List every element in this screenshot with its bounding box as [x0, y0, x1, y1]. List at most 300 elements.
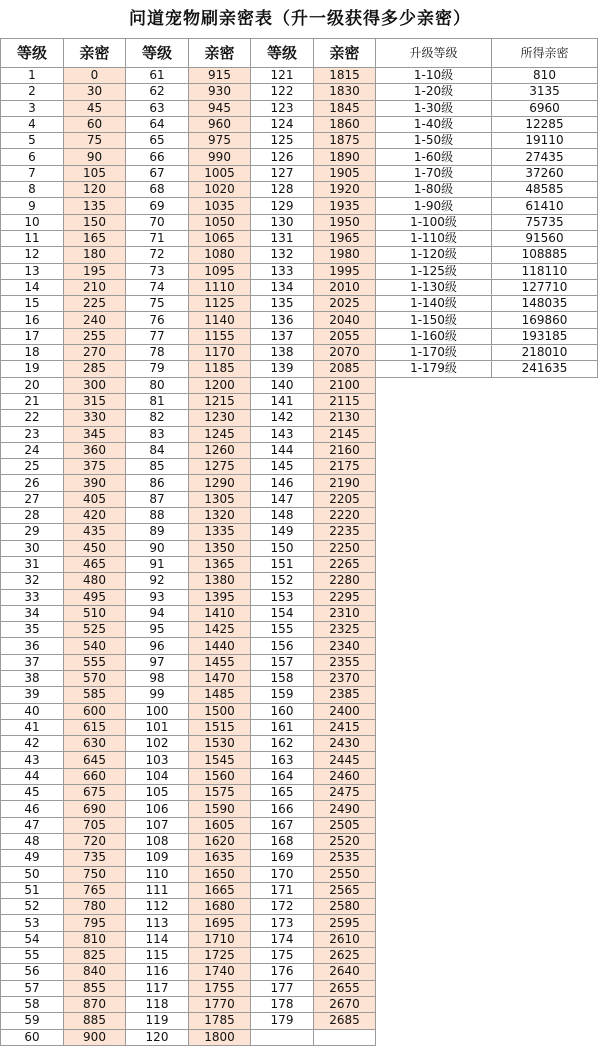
intimacy-cell: 915: [189, 68, 251, 84]
empty-cell: [376, 540, 492, 556]
level-cell: 114: [126, 931, 189, 947]
level-cell: 170: [251, 866, 314, 882]
intimacy-cell: 750: [64, 866, 126, 882]
intimacy-cell: 1920: [314, 182, 376, 198]
intimacy-cell: 2460: [314, 768, 376, 784]
intimacy-cell: 0: [64, 68, 126, 84]
level-cell: 55: [1, 948, 64, 964]
level-cell: 143: [251, 426, 314, 442]
level-cell: 132: [251, 247, 314, 263]
empty-cell: [376, 703, 492, 719]
level-cell: 110: [126, 866, 189, 882]
level-cell: 147: [251, 491, 314, 507]
intimacy-cell: [314, 1029, 376, 1045]
level-cell: 64: [126, 116, 189, 132]
level-cell: 135: [251, 296, 314, 312]
level-cell: 139: [251, 361, 314, 377]
intimacy-cell: 1800: [189, 1029, 251, 1045]
empty-cell: [492, 833, 598, 849]
level-cell: 97: [126, 654, 189, 670]
empty-cell: [492, 459, 598, 475]
level-cell: 92: [126, 573, 189, 589]
intimacy-cell: 1515: [189, 719, 251, 735]
intimacy-cell: 1365: [189, 556, 251, 572]
intimacy-cell: 2655: [314, 980, 376, 996]
level-cell: 36: [1, 638, 64, 654]
intimacy-cell: 1575: [189, 785, 251, 801]
intimacy-cell: 720: [64, 833, 126, 849]
intimacy-cell: 2085: [314, 361, 376, 377]
table-row: [1, 915, 598, 931]
level-cell: 95: [126, 622, 189, 638]
intimacy-cell: 2355: [314, 654, 376, 670]
intimacy-cell: 2010: [314, 279, 376, 295]
intimacy-cell: 600: [64, 703, 126, 719]
intimacy-cell: 510: [64, 605, 126, 621]
empty-cell: [492, 670, 598, 686]
level-cell: 69: [126, 198, 189, 214]
level-cell: 153: [251, 589, 314, 605]
intimacy-cell: 375: [64, 459, 126, 475]
empty-cell: [492, 1029, 598, 1045]
intimacy-cell: 885: [64, 1013, 126, 1029]
empty-cell: [376, 459, 492, 475]
table-row: [1, 768, 598, 784]
intimacy-cell: 555: [64, 654, 126, 670]
level-cell: 107: [126, 817, 189, 833]
level-cell: 159: [251, 687, 314, 703]
level-cell: 127: [251, 165, 314, 181]
table-row: [1, 882, 598, 898]
level-cell: 32: [1, 573, 64, 589]
intimacy-cell: 1185: [189, 361, 251, 377]
level-cell: 53: [1, 915, 64, 931]
level-cell: 129: [251, 198, 314, 214]
table-row: [1, 377, 598, 393]
empty-cell: [492, 442, 598, 458]
empty-cell: [492, 768, 598, 784]
level-cell: 120: [126, 1029, 189, 1045]
intimacy-cell: 900: [64, 1029, 126, 1045]
intimacy-cell: 1320: [189, 508, 251, 524]
level-cell: 93: [126, 589, 189, 605]
level-cell: 13: [1, 263, 64, 279]
level-cell: 31: [1, 556, 64, 572]
level-cell: 38: [1, 670, 64, 686]
intimacy-cell: 1845: [314, 100, 376, 116]
intimacy-cell: 60: [64, 116, 126, 132]
intimacy-cell: 450: [64, 540, 126, 556]
level-cell: 11: [1, 230, 64, 246]
level-cell: 169: [251, 850, 314, 866]
table-row: [1, 361, 598, 377]
intimacy-cell: 2550: [314, 866, 376, 882]
header-row: [1, 39, 598, 68]
level-cell: 48: [1, 833, 64, 849]
level-cell: 178: [251, 996, 314, 1012]
table-row: [1, 589, 598, 605]
intimacy-cell: 1485: [189, 687, 251, 703]
level-cell: 131: [251, 230, 314, 246]
empty-cell: [492, 980, 598, 996]
intimacy-cell: 675: [64, 785, 126, 801]
intimacy-cell: 735: [64, 850, 126, 866]
intimacy-cell: 1350: [189, 540, 251, 556]
table-row: [1, 540, 598, 556]
table-row: [1, 996, 598, 1012]
intimacy-cell: 45: [64, 100, 126, 116]
intimacy-cell: 1005: [189, 165, 251, 181]
total-intimacy-cell: 118110: [492, 263, 598, 279]
level-cell: 125: [251, 133, 314, 149]
level-header: 等级: [126, 39, 189, 68]
total-intimacy-cell: 108885: [492, 247, 598, 263]
table-row: [1, 752, 598, 768]
table-row: [1, 393, 598, 409]
intimacy-cell: 945: [189, 100, 251, 116]
empty-cell: [492, 736, 598, 752]
level-cell: 75: [126, 296, 189, 312]
intimacy-cell: 795: [64, 915, 126, 931]
level-cell: 52: [1, 899, 64, 915]
intimacy-cell: 1740: [189, 964, 251, 980]
level-cell: 123: [251, 100, 314, 116]
upgrade-range-cell: 1-100级: [376, 214, 492, 230]
intimacy-header: 亲密: [314, 39, 376, 68]
intimacy-cell: 135: [64, 198, 126, 214]
level-cell: 152: [251, 573, 314, 589]
table-title: 问道宠物刷亲密表（升一级获得多少亲密）: [129, 9, 471, 29]
empty-cell: [492, 638, 598, 654]
empty-cell: [376, 801, 492, 817]
empty-cell: [492, 948, 598, 964]
intimacy-cell: 1020: [189, 182, 251, 198]
empty-cell: [376, 410, 492, 426]
level-cell: 175: [251, 948, 314, 964]
level-cell: 28: [1, 508, 64, 524]
intimacy-cell: 1755: [189, 980, 251, 996]
intimacy-cell: 2580: [314, 899, 376, 915]
level-cell: 104: [126, 768, 189, 784]
empty-cell: [492, 508, 598, 524]
level-cell: 12: [1, 247, 64, 263]
intimacy-cell: 1455: [189, 654, 251, 670]
level-cell: 56: [1, 964, 64, 980]
empty-cell: [376, 556, 492, 572]
total-intimacy-cell: 148035: [492, 296, 598, 312]
table-row: [1, 899, 598, 915]
intimacy-cell: 1560: [189, 768, 251, 784]
empty-cell: [376, 850, 492, 866]
empty-cell: [492, 491, 598, 507]
level-cell: 128: [251, 182, 314, 198]
level-cell: 112: [126, 899, 189, 915]
intimacy-cell: 345: [64, 426, 126, 442]
level-cell: 68: [126, 182, 189, 198]
level-cell: 74: [126, 279, 189, 295]
level-cell: 40: [1, 703, 64, 719]
level-cell: 117: [126, 980, 189, 996]
intimacy-cell: 1650: [189, 866, 251, 882]
level-cell: 160: [251, 703, 314, 719]
level-cell: 115: [126, 948, 189, 964]
intimacy-cell: 1710: [189, 931, 251, 947]
intimacy-cell: 195: [64, 263, 126, 279]
intimacy-cell: 2310: [314, 605, 376, 621]
level-cell: 174: [251, 931, 314, 947]
intimacy-cell: 840: [64, 964, 126, 980]
level-cell: 16: [1, 312, 64, 328]
upgrade-range-cell: 1-130级: [376, 279, 492, 295]
level-cell: 173: [251, 915, 314, 931]
upgrade-range-cell: 1-170级: [376, 345, 492, 361]
level-cell: 171: [251, 882, 314, 898]
total-intimacy-cell: 169860: [492, 312, 598, 328]
intimacy-cell: 2160: [314, 442, 376, 458]
intimacy-cell: 300: [64, 377, 126, 393]
table-row: [1, 263, 598, 279]
empty-cell: [376, 589, 492, 605]
level-cell: 126: [251, 149, 314, 165]
level-cell: 151: [251, 556, 314, 572]
level-cell: 100: [126, 703, 189, 719]
table-row: [1, 850, 598, 866]
intimacy-cell: 1980: [314, 247, 376, 263]
empty-cell: [492, 1013, 598, 1029]
intimacy-cell: 780: [64, 899, 126, 915]
intimacy-cell: 2130: [314, 410, 376, 426]
level-cell: 44: [1, 768, 64, 784]
intimacy-cell: 240: [64, 312, 126, 328]
table-row: [1, 948, 598, 964]
empty-cell: [376, 475, 492, 491]
empty-cell: [492, 850, 598, 866]
level-cell: 150: [251, 540, 314, 556]
level-cell: 89: [126, 524, 189, 540]
intimacy-cell: 1095: [189, 263, 251, 279]
intimacy-cell: 1530: [189, 736, 251, 752]
intimacy-cell: 30: [64, 84, 126, 100]
intimacy-cell: 1545: [189, 752, 251, 768]
table-row: [1, 279, 598, 295]
intimacy-cell: 1815: [314, 68, 376, 84]
empty-cell: [376, 442, 492, 458]
intimacy-cell: 2565: [314, 882, 376, 898]
level-cell: 84: [126, 442, 189, 458]
intimacy-cell: 270: [64, 345, 126, 361]
intimacy-cell: 1890: [314, 149, 376, 165]
intimacy-cell: 2235: [314, 524, 376, 540]
level-cell: 94: [126, 605, 189, 621]
empty-cell: [492, 801, 598, 817]
upgrade-range-header: 升级等级: [376, 39, 492, 68]
level-cell: 164: [251, 768, 314, 784]
level-cell: 35: [1, 622, 64, 638]
intimacy-cell: 2475: [314, 785, 376, 801]
upgrade-range-cell: 1-125级: [376, 263, 492, 279]
empty-cell: [492, 687, 598, 703]
total-intimacy-cell: 810: [492, 68, 598, 84]
intimacy-cell: 2340: [314, 638, 376, 654]
empty-cell: [376, 882, 492, 898]
total-intimacy-cell: 218010: [492, 345, 598, 361]
level-cell: 27: [1, 491, 64, 507]
empty-cell: [492, 752, 598, 768]
level-cell: 177: [251, 980, 314, 996]
level-cell: 62: [126, 84, 189, 100]
level-cell: 21: [1, 393, 64, 409]
level-cell: 58: [1, 996, 64, 1012]
level-cell: 103: [126, 752, 189, 768]
level-cell: 15: [1, 296, 64, 312]
level-cell: 1: [1, 68, 64, 84]
spreadsheet: [0, 38, 598, 1046]
level-cell: 146: [251, 475, 314, 491]
table-row: [1, 100, 598, 116]
level-cell: 76: [126, 312, 189, 328]
empty-cell: [376, 687, 492, 703]
empty-cell: [376, 654, 492, 670]
intimacy-cell: 1950: [314, 214, 376, 230]
intimacy-cell: 2205: [314, 491, 376, 507]
intimacy-cell: 960: [189, 116, 251, 132]
level-cell: 81: [126, 393, 189, 409]
upgrade-range-cell: 1-30级: [376, 100, 492, 116]
level-cell: 102: [126, 736, 189, 752]
table-row: [1, 654, 598, 670]
level-cell: 108: [126, 833, 189, 849]
level-cell: 166: [251, 801, 314, 817]
intimacy-cell: 435: [64, 524, 126, 540]
level-cell: 30: [1, 540, 64, 556]
level-cell: 122: [251, 84, 314, 100]
level-cell: 113: [126, 915, 189, 931]
table-row: [1, 68, 598, 84]
level-cell: 119: [126, 1013, 189, 1029]
level-cell: 61: [126, 68, 189, 84]
level-cell: 156: [251, 638, 314, 654]
intimacy-cell: 1335: [189, 524, 251, 540]
level-cell: 121: [251, 68, 314, 84]
intimacy-cell: 360: [64, 442, 126, 458]
intimacy-cell: 1245: [189, 426, 251, 442]
empty-cell: [492, 589, 598, 605]
level-cell: 5: [1, 133, 64, 149]
total-intimacy-cell: 48585: [492, 182, 598, 198]
intimacy-cell: 1860: [314, 116, 376, 132]
level-cell: 6: [1, 149, 64, 165]
intimacy-cell: 870: [64, 996, 126, 1012]
empty-cell: [376, 866, 492, 882]
table-row: [1, 719, 598, 735]
level-cell: 65: [126, 133, 189, 149]
level-cell: 82: [126, 410, 189, 426]
table-row: [1, 1013, 598, 1029]
empty-cell: [376, 377, 492, 393]
upgrade-range-cell: 1-20级: [376, 84, 492, 100]
intimacy-cell: 165: [64, 230, 126, 246]
table-row: [1, 230, 598, 246]
table-row: [1, 573, 598, 589]
level-cell: 109: [126, 850, 189, 866]
level-cell: 50: [1, 866, 64, 882]
empty-cell: [492, 915, 598, 931]
level-cell: 14: [1, 279, 64, 295]
level-cell: 161: [251, 719, 314, 735]
intimacy-cell: 525: [64, 622, 126, 638]
intimacy-cell: 1410: [189, 605, 251, 621]
level-cell: 73: [126, 263, 189, 279]
empty-cell: [492, 931, 598, 947]
empty-cell: [492, 540, 598, 556]
level-cell: 83: [126, 426, 189, 442]
total-intimacy-cell: 12285: [492, 116, 598, 132]
upgrade-range-cell: 1-110级: [376, 230, 492, 246]
upgrade-range-cell: 1-179级: [376, 361, 492, 377]
level-cell: 91: [126, 556, 189, 572]
level-cell: 33: [1, 589, 64, 605]
intimacy-cell: 2430: [314, 736, 376, 752]
level-cell: 154: [251, 605, 314, 621]
intimacy-cell: 2025: [314, 296, 376, 312]
intimacy-cell: 1155: [189, 328, 251, 344]
intimacy-cell: 495: [64, 589, 126, 605]
intimacy-cell: 1770: [189, 996, 251, 1012]
intimacy-cell: 1050: [189, 214, 251, 230]
empty-cell: [492, 556, 598, 572]
intimacy-cell: 315: [64, 393, 126, 409]
intimacy-cell: 1680: [189, 899, 251, 915]
empty-cell: [492, 377, 598, 393]
level-cell: 141: [251, 393, 314, 409]
level-cell: 10: [1, 214, 64, 230]
total-intimacy-cell: 241635: [492, 361, 598, 377]
empty-cell: [376, 931, 492, 947]
level-cell: 17: [1, 328, 64, 344]
level-cell: 111: [126, 882, 189, 898]
empty-cell: [492, 426, 598, 442]
table-row: [1, 931, 598, 947]
intimacy-cell: 1380: [189, 573, 251, 589]
intimacy-cell: 1290: [189, 475, 251, 491]
level-cell: 63: [126, 100, 189, 116]
total-intimacy-header: 所得亲密: [492, 39, 598, 68]
level-cell: 72: [126, 247, 189, 263]
level-cell: 78: [126, 345, 189, 361]
intimacy-cell: 1110: [189, 279, 251, 295]
total-intimacy-cell: 91560: [492, 230, 598, 246]
intimacy-cell: 2385: [314, 687, 376, 703]
intimacy-cell: 225: [64, 296, 126, 312]
intimacy-cell: 2595: [314, 915, 376, 931]
intimacy-cell: 1785: [189, 1013, 251, 1029]
table-row: [1, 605, 598, 621]
table-row: [1, 442, 598, 458]
level-cell: 172: [251, 899, 314, 915]
intimacy-cell: 1305: [189, 491, 251, 507]
table-row: [1, 410, 598, 426]
total-intimacy-cell: 75735: [492, 214, 598, 230]
intimacy-cell: 2520: [314, 833, 376, 849]
level-cell: 67: [126, 165, 189, 181]
level-cell: 37: [1, 654, 64, 670]
intimacy-table: [0, 38, 598, 1046]
intimacy-cell: 2115: [314, 393, 376, 409]
level-cell: 99: [126, 687, 189, 703]
upgrade-range-cell: 1-60级: [376, 149, 492, 165]
level-cell: 130: [251, 214, 314, 230]
empty-cell: [376, 1029, 492, 1045]
